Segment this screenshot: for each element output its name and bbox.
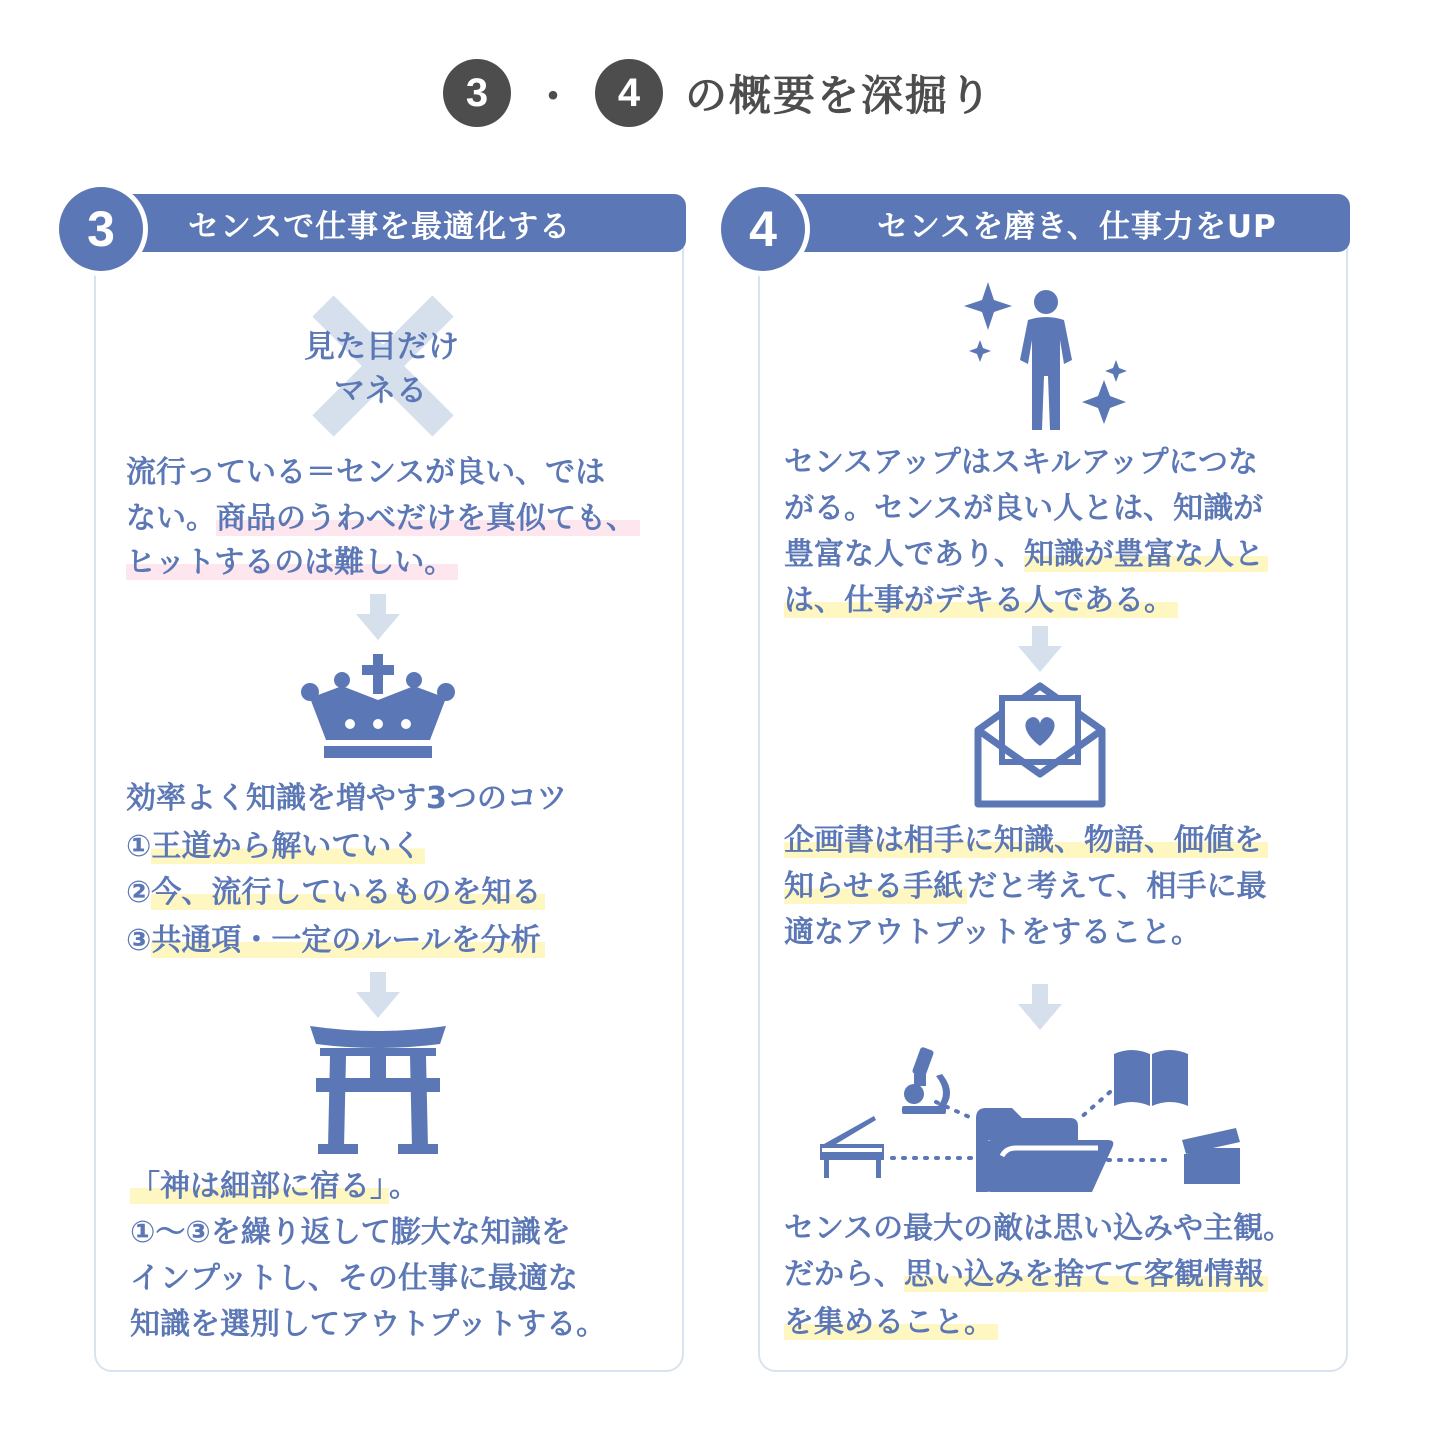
title-badge-4: 4 [595, 59, 663, 127]
left-block2-title: 効率よく知識を増やす3つのコツ [126, 781, 567, 816]
left-block2-item3 [126, 918, 545, 964]
left-block3-line1 [130, 1164, 419, 1210]
folder-network-icon [816, 1044, 1248, 1194]
left-block3-line2: ①〜③を繰り返して膨大な知識を [130, 1215, 571, 1250]
right-block1-line3 [784, 532, 1268, 578]
panel-3-number: 3 [54, 182, 148, 276]
right-block1-line3-plain: 豊富な人であり、 [784, 537, 1024, 572]
right-block3-line3 [784, 1300, 998, 1346]
down-arrow-icon [1018, 626, 1062, 672]
right-block1-line3-highlight: 知識が豊富な人と [1024, 537, 1268, 572]
item1-highlight: 王道から解いていく [151, 829, 425, 864]
panel-4-header: センスを磨き、仕事力をUP [762, 194, 1350, 252]
panel-4-number: 4 [716, 182, 810, 276]
title-separator: ・ [532, 73, 573, 120]
right-block3-line1: センスの最大の敵は思い込みや主観。 [784, 1211, 1294, 1246]
left-block2-item1 [126, 824, 425, 870]
clapperboard-icon [1182, 1128, 1240, 1184]
right-block2-line2-highlight: 知らせる手紙 [784, 869, 967, 904]
right-block3-line2-plain: だから、 [784, 1257, 904, 1292]
letter-heart-icon [972, 680, 1108, 810]
book-icon [1114, 1047, 1188, 1106]
right-block2-line1-highlight: 企画書は相手に知識、物語、価値を [784, 823, 1268, 858]
x-label-line2: マネる [334, 373, 427, 409]
left-block1-line3 [126, 540, 458, 586]
right-block3-line3-highlight: を集めること。 [784, 1305, 998, 1340]
quote-end: 。 [389, 1169, 419, 1204]
item2-highlight: 今、流行しているものを知る [151, 875, 545, 910]
page-title [0, 58, 1436, 128]
down-arrow-icon [356, 594, 400, 640]
right-block2-line2 [784, 864, 1267, 910]
title-text: の概要を深掘り [684, 71, 993, 120]
right-block2-line2-plain: だと考えて、相手に最 [967, 869, 1267, 904]
item2-number: ② [126, 875, 152, 910]
right-block1-line1: センスアップはスキルアップにつな [784, 445, 1258, 480]
item3-number: ③ [126, 923, 152, 958]
right-block1-line2: がる。センスが良い人とは、知識が [784, 491, 1264, 526]
left-block3-line4: 知識を選別してアウトプットする。 [130, 1307, 607, 1342]
left-block1-line2 [126, 496, 640, 542]
panel-3-header: センスで仕事を最適化する [98, 194, 686, 252]
x-label-line1: 見た目だけ [304, 329, 459, 365]
right-block2-line3: 適なアウトプットをすること。 [784, 915, 1201, 950]
quote-highlight: 「神は細部に宿る」 [130, 1169, 389, 1204]
right-block3-line2-highlight: 思い込みを捨てて客観情報 [904, 1257, 1268, 1292]
down-arrow-icon [356, 972, 400, 1018]
item1-number: ① [126, 829, 152, 864]
left-block1-line2-highlight: 商品のうわべだけを真似ても、 [216, 501, 640, 536]
down-arrow-icon [1018, 984, 1062, 1030]
right-block1-line4 [784, 578, 1178, 624]
right-block3-line2 [784, 1252, 1268, 1298]
right-block1-line4-highlight: は、仕事がデキる人である。 [784, 583, 1178, 618]
left-block1-line1: 流行っている＝センスが良い、では [126, 455, 606, 490]
left-block1-line3-highlight: ヒットするのは難しい。 [126, 545, 458, 580]
person-sparkle-icon [962, 280, 1134, 436]
left-block1-line2-plain: ない。 [126, 501, 216, 536]
title-badge-3: 3 [443, 59, 511, 127]
microscope-icon [902, 1046, 950, 1114]
piano-icon [820, 1116, 884, 1178]
crown-icon [300, 652, 456, 760]
torii-icon [306, 1024, 450, 1156]
left-block2-item2 [126, 870, 545, 916]
right-block2-line1 [784, 818, 1268, 864]
item3-highlight: 共通項・一定のルールを分析 [151, 923, 544, 958]
left-block3-line3: インプットし、その仕事に最適な [130, 1261, 578, 1296]
